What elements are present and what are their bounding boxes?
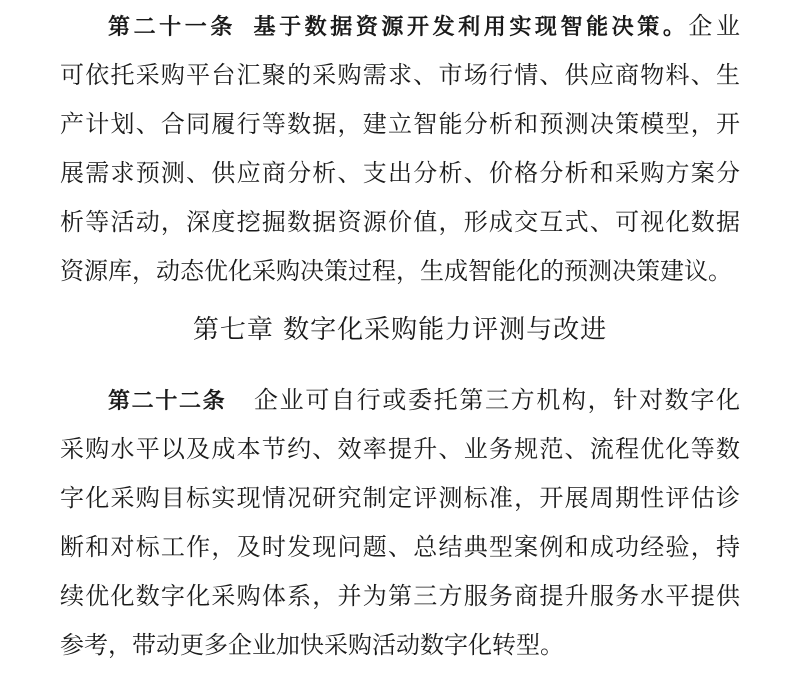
article-21-heading: 基于数据资源开发利用实现智能决策。 xyxy=(249,15,689,40)
chapter-7-title: 第七章 数字化采购能力评测与改进 xyxy=(192,315,608,345)
article-22-first-line xyxy=(60,376,740,425)
article-21-line-0: 企业 xyxy=(688,12,740,40)
article-22-line: 参考，带动更多企业加快采购活动数字化转型。 xyxy=(60,631,564,659)
article-21-first-line xyxy=(60,2,740,51)
article-22-line: 续优化数字化采购体系，并为第三方服务商提升服务水平提供 xyxy=(60,582,740,610)
article-22-line: 断和对标工作，及时发现问题、总结典型案例和成功经验，持 xyxy=(60,533,740,561)
document-page xyxy=(60,2,740,670)
article-21-line: 产计划、合同履行等数据，建立智能分析和预测决策模型，开 xyxy=(60,110,740,138)
article-21-line: 展需求预测、供应商分析、支出分析、价格分析和采购方案分 xyxy=(60,159,740,187)
article-21-line: 可依托采购平台汇聚的采购需求、市场行情、供应商物料、生 xyxy=(60,61,740,89)
article-22-number: 第二十二条 xyxy=(108,389,227,414)
article-22-line: 采购水平以及成本节约、效率提升、业务规范、流程优化等数 xyxy=(60,435,740,463)
article-22-line: 字化采购目标实现情况研究制定评测标准，开展周期性评估诊 xyxy=(60,484,740,512)
article-22-line-0: 企业可自行或委托第三方机构，针对数字化 xyxy=(252,386,740,414)
article-21-line: 析等活动，深度挖掘数据资源价值，形成交互式、可视化数据 xyxy=(60,208,740,236)
article-21-number: 第二十一条 xyxy=(108,15,236,40)
article-21-line: 资源库，动态优化采购决策过程，生成智能化的预测决策建议。 xyxy=(60,257,732,285)
